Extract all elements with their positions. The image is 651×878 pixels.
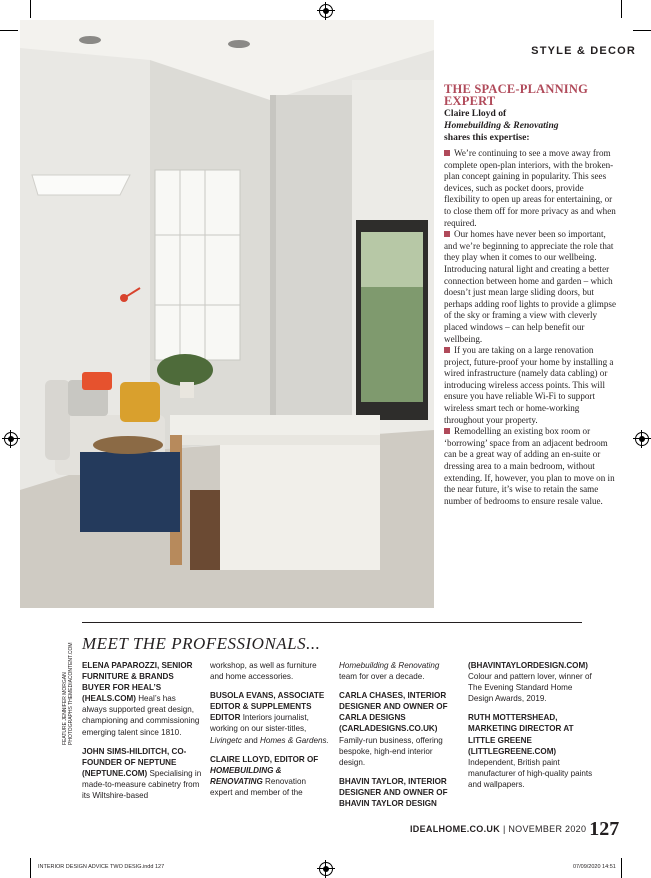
professional-entry: CARLA CHASES, INTERIOR DESIGNER AND OWNER OF CARLA DESIGNS (CARLADESIGNS.CO.UK) Family-run business, offering bespoke, high-end interior design. [339,691,448,767]
page-number: 127 [589,818,620,840]
professionals-column-2 [210,660,330,806]
print-slug-timestamp: 07/09/2020 14:51 [573,864,616,870]
bullet-square-icon [444,347,450,353]
crop-mark [0,30,18,31]
byline-line-1: Claire Lloyd of [444,108,507,119]
professional-entry: CLAIRE LLOYD, EDITOR OF HOMEBUILDING & RENOVATING Renovation expert and member of the [210,754,319,797]
print-slug-file: INTERIOR DESIGN ADVICE TWO DESIG.indd 127 [38,864,165,870]
interior-photo-illustration [20,20,434,608]
registration-mark-icon [4,432,18,446]
professional-entry: BUSOLA EVANS, ASSOCIATE EDITOR & SUPPLEMENTS EDITOR Interiors journalist, working on our sister-titles, Livingetc and Homes & Gardens. [210,691,329,745]
registration-mark-icon [635,432,649,446]
crop-mark [621,0,622,18]
crop-mark [621,858,622,878]
byline-publication: Homebuilding & Renovating [444,120,559,132]
credit-photographs: PHOTOGRAPHS THEMEDIACONTENT.COM [68,642,74,745]
section-label: STYLE & DECOR [531,45,636,57]
professionals-column-3 [339,660,459,817]
crop-mark [30,858,31,878]
expert-body [444,148,619,507]
professionals-column-4 [468,660,593,798]
registration-mark-icon [319,4,333,18]
interior-photo [20,20,434,608]
footer-issue: NOVEMBER 2020 [508,824,587,834]
bullet-square-icon [444,428,450,434]
footer-separator: | [503,824,506,834]
expert-heading: THE SPACE-PLANNING EXPERT [444,82,589,108]
professional-entry-continued: Homebuilding & Renovating team for over a decade. [339,661,440,682]
professional-entry: RUTH MOTTERSHEAD, MARKETING DIRECTOR AT LITTLE GREENE (LITTLEGREENE.COM) Independent, British paint manufacturer of high-quality paints and wallpapers. [468,713,593,789]
expert-paragraph: Remodelling an existing box room or ‘borrowing’ space from an adjacent bedroom can be a great way of adding an en-suite or dressing area to a main bedroom, without extending. If, however, you plan to move on in the near future, it’s wise to retain the same number of bedrooms to ensure resale value. [444,426,615,506]
professional-entry-continued: (BHAVINTAYLORDESIGN.COM) Colour and pattern lover, winner of The Evening Standard Home Design Awards, 2019. [468,661,592,704]
crop-mark [30,0,31,18]
footer-site: IDEALHOME.CO.UK [410,824,500,834]
bullet-square-icon [444,150,450,156]
professional-entry: BHAVIN TAYLOR, INTERIOR DESIGNER AND OWNER OF BHAVIN TAYLOR DESIGN [339,776,448,809]
expert-byline [444,108,604,145]
page-footer [410,818,619,841]
expert-paragraph: We’re continuing to see a move away from complete open-plan interiors, with the broken-plan concept gaining in popularity. This sees devices, such as pocket doors, provide flexibility to open up areas for entertaining, or to close them off for more privacy as and when required. [444,148,616,228]
professional-entry: JOHN SIMS-HILDITCH, CO-FOUNDER OF NEPTUNE (NEPTUNE.COM) Specialising in made-to-measure cabinetry from its Wiltshire-based [82,746,202,801]
professional-entry-continued: workshop, as well as furniture and home accessories. [210,661,317,682]
crop-mark [633,30,651,31]
credit-feature: FEATURE JENNIFER MORGAN [62,672,68,745]
bullet-square-icon [444,231,450,237]
professionals-column-1 [82,660,202,809]
professionals-heading: MEET THE PROFESSIONALS... [82,634,321,653]
expert-paragraph: If you are taking on a large renovation project, future-proof your home by installing a wired infrastructure (namely data cabling) or introducing wireless access points. This will ensure you have reliable Wi-Fi to support wireless smart tech or home-working throughout your property. [444,345,614,425]
registration-mark-icon [319,862,333,876]
professional-entry: ELENA PAPAROZZI, SENIOR FURNITURE & BRANDS BUYER FOR HEAL’S (HEALS.COM) Heal’s has always supported great design, championing and commissioning emerging talent since 1810. [82,661,200,737]
photo-credit [62,642,74,745]
section-divider [82,622,582,623]
byline-line-3: shares this expertise: [444,132,530,144]
expert-paragraph: Our homes have never been so important, and we’re beginning to appreciate the role that they play when it comes to our wellbeing. Introducing natural light and creating a better connection between home and garden – which doesn’t just mean large sliding doors, but perhaps adding roof lights to provide a glimpse of the sky or framing a view with cleverly placed windows – can help benefit our wellbeing. [444,229,616,344]
